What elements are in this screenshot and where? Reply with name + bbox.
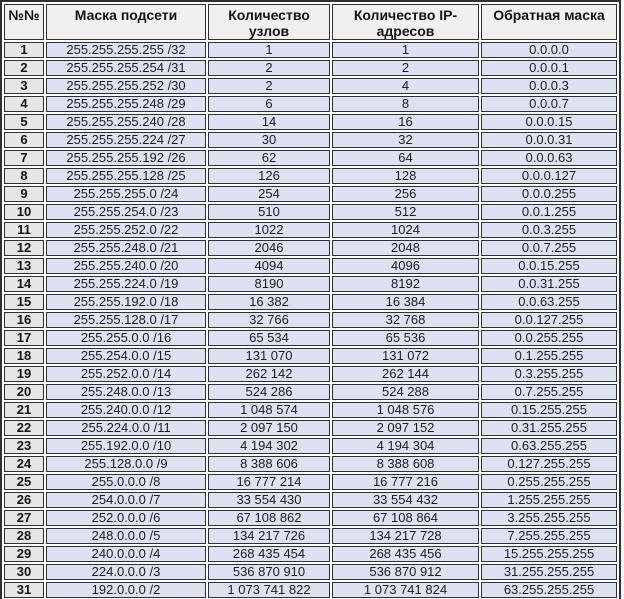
table-row bbox=[4, 150, 617, 166]
cell-ips: 8192 bbox=[332, 276, 479, 292]
cell-hosts: 1 bbox=[208, 42, 330, 58]
cell-ips: 4 bbox=[332, 78, 479, 94]
cell-mask: 255.255.255.224 /27 bbox=[46, 132, 206, 148]
cell-hosts: 131 070 bbox=[208, 348, 330, 364]
cell-hosts: 65 534 bbox=[208, 330, 330, 346]
cell-mask: 240.0.0.0 /4 bbox=[46, 546, 206, 562]
cell-mask: 224.0.0.0 /3 bbox=[46, 564, 206, 580]
cell-mask: 248.0.0.0 /5 bbox=[46, 528, 206, 544]
cell-num: 18 bbox=[4, 348, 44, 364]
cell-hosts: 30 bbox=[208, 132, 330, 148]
cell-ips: 1 048 576 bbox=[332, 402, 479, 418]
cell-wildcard: 0.0.0.31 bbox=[481, 132, 617, 148]
cell-ips: 1024 bbox=[332, 222, 479, 238]
cell-mask: 255.255.255.240 /28 bbox=[46, 114, 206, 130]
cell-hosts: 268 435 454 bbox=[208, 546, 330, 562]
cell-wildcard: 0.15.255.255 bbox=[481, 402, 617, 418]
cell-mask: 255.128.0.0 /9 bbox=[46, 456, 206, 472]
cell-mask: 255.255.255.0 /24 bbox=[46, 186, 206, 202]
table-row bbox=[4, 564, 617, 580]
cell-ips: 4 194 304 bbox=[332, 438, 479, 454]
cell-ips: 16 777 216 bbox=[332, 474, 479, 490]
cell-num: 6 bbox=[4, 132, 44, 148]
cell-wildcard: 31.255.255.255 bbox=[481, 564, 617, 580]
table-row bbox=[4, 168, 617, 184]
cell-num: 19 bbox=[4, 366, 44, 382]
cell-mask: 255.255.0.0 /16 bbox=[46, 330, 206, 346]
cell-num: 31 bbox=[4, 582, 44, 598]
cell-wildcard: 0.0.0.7 bbox=[481, 96, 617, 112]
table-row bbox=[4, 330, 617, 346]
table-row bbox=[4, 258, 617, 274]
cell-mask: 255.255.255.254 /31 bbox=[46, 60, 206, 76]
cell-num: 28 bbox=[4, 528, 44, 544]
cell-ips: 4096 bbox=[332, 258, 479, 274]
cell-wildcard: 0.1.255.255 bbox=[481, 348, 617, 364]
cell-mask: 255.255.255.248 /29 bbox=[46, 96, 206, 112]
cell-num: 1 bbox=[4, 42, 44, 58]
cell-wildcard: 0.0.127.255 bbox=[481, 312, 617, 328]
table-row bbox=[4, 240, 617, 256]
cell-ips: 33 554 432 bbox=[332, 492, 479, 508]
cell-mask: 255.255.224.0 /19 bbox=[46, 276, 206, 292]
cell-wildcard: 0.0.15.255 bbox=[481, 258, 617, 274]
cell-num: 22 bbox=[4, 420, 44, 436]
table-row bbox=[4, 60, 617, 76]
column-header-wildcard: Обратная маска bbox=[481, 4, 617, 40]
cell-hosts: 524 286 bbox=[208, 384, 330, 400]
cell-num: 9 bbox=[4, 186, 44, 202]
cell-wildcard: 0.7.255.255 bbox=[481, 384, 617, 400]
table-row bbox=[4, 438, 617, 454]
cell-hosts: 8 388 606 bbox=[208, 456, 330, 472]
cell-mask: 255.224.0.0 /11 bbox=[46, 420, 206, 436]
column-header-mask: Маска подсети bbox=[46, 4, 206, 40]
table-row bbox=[4, 546, 617, 562]
cell-ips: 64 bbox=[332, 150, 479, 166]
cell-num: 29 bbox=[4, 546, 44, 562]
table-row bbox=[4, 510, 617, 526]
cell-mask: 255.255.255.192 /26 bbox=[46, 150, 206, 166]
table-body bbox=[4, 42, 617, 598]
cell-mask: 255.255.255.252 /30 bbox=[46, 78, 206, 94]
cell-num: 16 bbox=[4, 312, 44, 328]
table-row bbox=[4, 366, 617, 382]
cell-num: 12 bbox=[4, 240, 44, 256]
cell-num: 8 bbox=[4, 168, 44, 184]
cell-wildcard: 0.0.0.15 bbox=[481, 114, 617, 130]
cell-wildcard: 0.0.63.255 bbox=[481, 294, 617, 310]
cell-num: 11 bbox=[4, 222, 44, 238]
cell-ips: 536 870 912 bbox=[332, 564, 479, 580]
cell-num: 4 bbox=[4, 96, 44, 112]
cell-wildcard: 0.0.0.127 bbox=[481, 168, 617, 184]
cell-hosts: 2 bbox=[208, 60, 330, 76]
cell-ips: 128 bbox=[332, 168, 479, 184]
cell-num: 23 bbox=[4, 438, 44, 454]
cell-hosts: 62 bbox=[208, 150, 330, 166]
cell-wildcard: 0.0.31.255 bbox=[481, 276, 617, 292]
cell-wildcard: 0.0.0.63 bbox=[481, 150, 617, 166]
cell-hosts: 4 194 302 bbox=[208, 438, 330, 454]
cell-mask: 255.252.0.0 /14 bbox=[46, 366, 206, 382]
cell-num: 20 bbox=[4, 384, 44, 400]
table-row bbox=[4, 582, 617, 598]
cell-hosts: 6 bbox=[208, 96, 330, 112]
table-row bbox=[4, 492, 617, 508]
cell-num: 21 bbox=[4, 402, 44, 418]
cell-wildcard: 0.3.255.255 bbox=[481, 366, 617, 382]
cell-hosts: 1 073 741 822 bbox=[208, 582, 330, 598]
cell-wildcard: 3.255.255.255 bbox=[481, 510, 617, 526]
cell-num: 25 bbox=[4, 474, 44, 490]
cell-num: 2 bbox=[4, 60, 44, 76]
cell-hosts: 32 766 bbox=[208, 312, 330, 328]
cell-hosts: 254 bbox=[208, 186, 330, 202]
table-row bbox=[4, 42, 617, 58]
table-row bbox=[4, 420, 617, 436]
table-row bbox=[4, 294, 617, 310]
cell-wildcard: 0.0.7.255 bbox=[481, 240, 617, 256]
cell-ips: 134 217 728 bbox=[332, 528, 479, 544]
cell-ips: 262 144 bbox=[332, 366, 479, 382]
cell-hosts: 16 382 bbox=[208, 294, 330, 310]
cell-hosts: 2 097 150 bbox=[208, 420, 330, 436]
cell-mask: 252.0.0.0 /6 bbox=[46, 510, 206, 526]
cell-ips: 256 bbox=[332, 186, 479, 202]
cell-hosts: 2046 bbox=[208, 240, 330, 256]
cell-wildcard: 0.0.3.255 bbox=[481, 222, 617, 238]
table-row bbox=[4, 312, 617, 328]
cell-mask: 255.255.255.128 /25 bbox=[46, 168, 206, 184]
cell-mask: 192.0.0.0 /2 bbox=[46, 582, 206, 598]
cell-mask: 255.255.248.0 /21 bbox=[46, 240, 206, 256]
cell-ips: 16 bbox=[332, 114, 479, 130]
cell-ips: 32 768 bbox=[332, 312, 479, 328]
cell-num: 24 bbox=[4, 456, 44, 472]
cell-hosts: 134 217 726 bbox=[208, 528, 330, 544]
cell-ips: 32 bbox=[332, 132, 479, 148]
cell-wildcard: 63.255.255.255 bbox=[481, 582, 617, 598]
cell-wildcard: 0.63.255.255 bbox=[481, 438, 617, 454]
cell-hosts: 1 048 574 bbox=[208, 402, 330, 418]
cell-mask: 255.255.192.0 /18 bbox=[46, 294, 206, 310]
header-row bbox=[4, 4, 617, 40]
cell-mask: 255.248.0.0 /13 bbox=[46, 384, 206, 400]
table-row bbox=[4, 474, 617, 490]
column-header-hosts: Количество узлов bbox=[208, 4, 330, 40]
cell-mask: 255.192.0.0 /10 bbox=[46, 438, 206, 454]
cell-hosts: 4094 bbox=[208, 258, 330, 274]
table-row bbox=[4, 402, 617, 418]
table-row bbox=[4, 456, 617, 472]
cell-ips: 65 536 bbox=[332, 330, 479, 346]
cell-ips: 524 288 bbox=[332, 384, 479, 400]
cell-mask: 255.255.255.255 /32 bbox=[46, 42, 206, 58]
cell-hosts: 16 777 214 bbox=[208, 474, 330, 490]
cell-hosts: 1022 bbox=[208, 222, 330, 238]
cell-wildcard: 1.255.255.255 bbox=[481, 492, 617, 508]
column-header-ips: Количество IP-адресов bbox=[332, 4, 479, 40]
cell-mask: 255.0.0.0 /8 bbox=[46, 474, 206, 490]
cell-hosts: 536 870 910 bbox=[208, 564, 330, 580]
cell-num: 15 bbox=[4, 294, 44, 310]
table-row bbox=[4, 222, 617, 238]
cell-wildcard: 0.0.0.255 bbox=[481, 186, 617, 202]
cell-num: 17 bbox=[4, 330, 44, 346]
cell-num: 10 bbox=[4, 204, 44, 220]
cell-hosts: 126 bbox=[208, 168, 330, 184]
cell-hosts: 8190 bbox=[208, 276, 330, 292]
table-row bbox=[4, 132, 617, 148]
cell-hosts: 2 bbox=[208, 78, 330, 94]
cell-hosts: 33 554 430 bbox=[208, 492, 330, 508]
cell-wildcard: 7.255.255.255 bbox=[481, 528, 617, 544]
cell-ips: 67 108 864 bbox=[332, 510, 479, 526]
cell-mask: 255.255.240.0 /20 bbox=[46, 258, 206, 274]
cell-num: 27 bbox=[4, 510, 44, 526]
cell-num: 26 bbox=[4, 492, 44, 508]
table-row bbox=[4, 96, 617, 112]
table-row bbox=[4, 528, 617, 544]
cell-ips: 1 073 741 824 bbox=[332, 582, 479, 598]
cell-num: 30 bbox=[4, 564, 44, 580]
cell-num: 13 bbox=[4, 258, 44, 274]
cell-num: 7 bbox=[4, 150, 44, 166]
cell-num: 3 bbox=[4, 78, 44, 94]
cell-hosts: 14 bbox=[208, 114, 330, 130]
cell-wildcard: 0.0.1.255 bbox=[481, 204, 617, 220]
cell-ips: 131 072 bbox=[332, 348, 479, 364]
table-row bbox=[4, 78, 617, 94]
table-row bbox=[4, 276, 617, 292]
table-row bbox=[4, 204, 617, 220]
cell-wildcard: 0.127.255.255 bbox=[481, 456, 617, 472]
table-row bbox=[4, 384, 617, 400]
cell-ips: 268 435 456 bbox=[332, 546, 479, 562]
cell-wildcard: 0.0.0.1 bbox=[481, 60, 617, 76]
cell-wildcard: 0.31.255.255 bbox=[481, 420, 617, 436]
cell-wildcard: 0.255.255.255 bbox=[481, 474, 617, 490]
cell-mask: 255.255.254.0 /23 bbox=[46, 204, 206, 220]
cell-ips: 2 bbox=[332, 60, 479, 76]
cell-ips: 1 bbox=[332, 42, 479, 58]
cell-wildcard: 0.0.255.255 bbox=[481, 330, 617, 346]
cell-hosts: 510 bbox=[208, 204, 330, 220]
table-row bbox=[4, 186, 617, 202]
table-row bbox=[4, 114, 617, 130]
table-header bbox=[4, 4, 617, 40]
cell-mask: 254.0.0.0 /7 bbox=[46, 492, 206, 508]
cell-mask: 255.254.0.0 /15 bbox=[46, 348, 206, 364]
cell-mask: 255.255.128.0 /17 bbox=[46, 312, 206, 328]
cell-num: 5 bbox=[4, 114, 44, 130]
cell-wildcard: 0.0.0.0 bbox=[481, 42, 617, 58]
table-row bbox=[4, 348, 617, 364]
cell-ips: 8 bbox=[332, 96, 479, 112]
column-header-num: №№ bbox=[4, 4, 44, 40]
cell-wildcard: 0.0.0.3 bbox=[481, 78, 617, 94]
cell-ips: 2048 bbox=[332, 240, 479, 256]
cell-ips: 512 bbox=[332, 204, 479, 220]
cell-ips: 8 388 608 bbox=[332, 456, 479, 472]
cell-num: 14 bbox=[4, 276, 44, 292]
cell-ips: 2 097 152 bbox=[332, 420, 479, 436]
cell-hosts: 262 142 bbox=[208, 366, 330, 382]
cell-mask: 255.240.0.0 /12 bbox=[46, 402, 206, 418]
cell-mask: 255.255.252.0 /22 bbox=[46, 222, 206, 238]
cell-hosts: 67 108 862 bbox=[208, 510, 330, 526]
cell-ips: 16 384 bbox=[332, 294, 479, 310]
cell-wildcard: 15.255.255.255 bbox=[481, 546, 617, 562]
